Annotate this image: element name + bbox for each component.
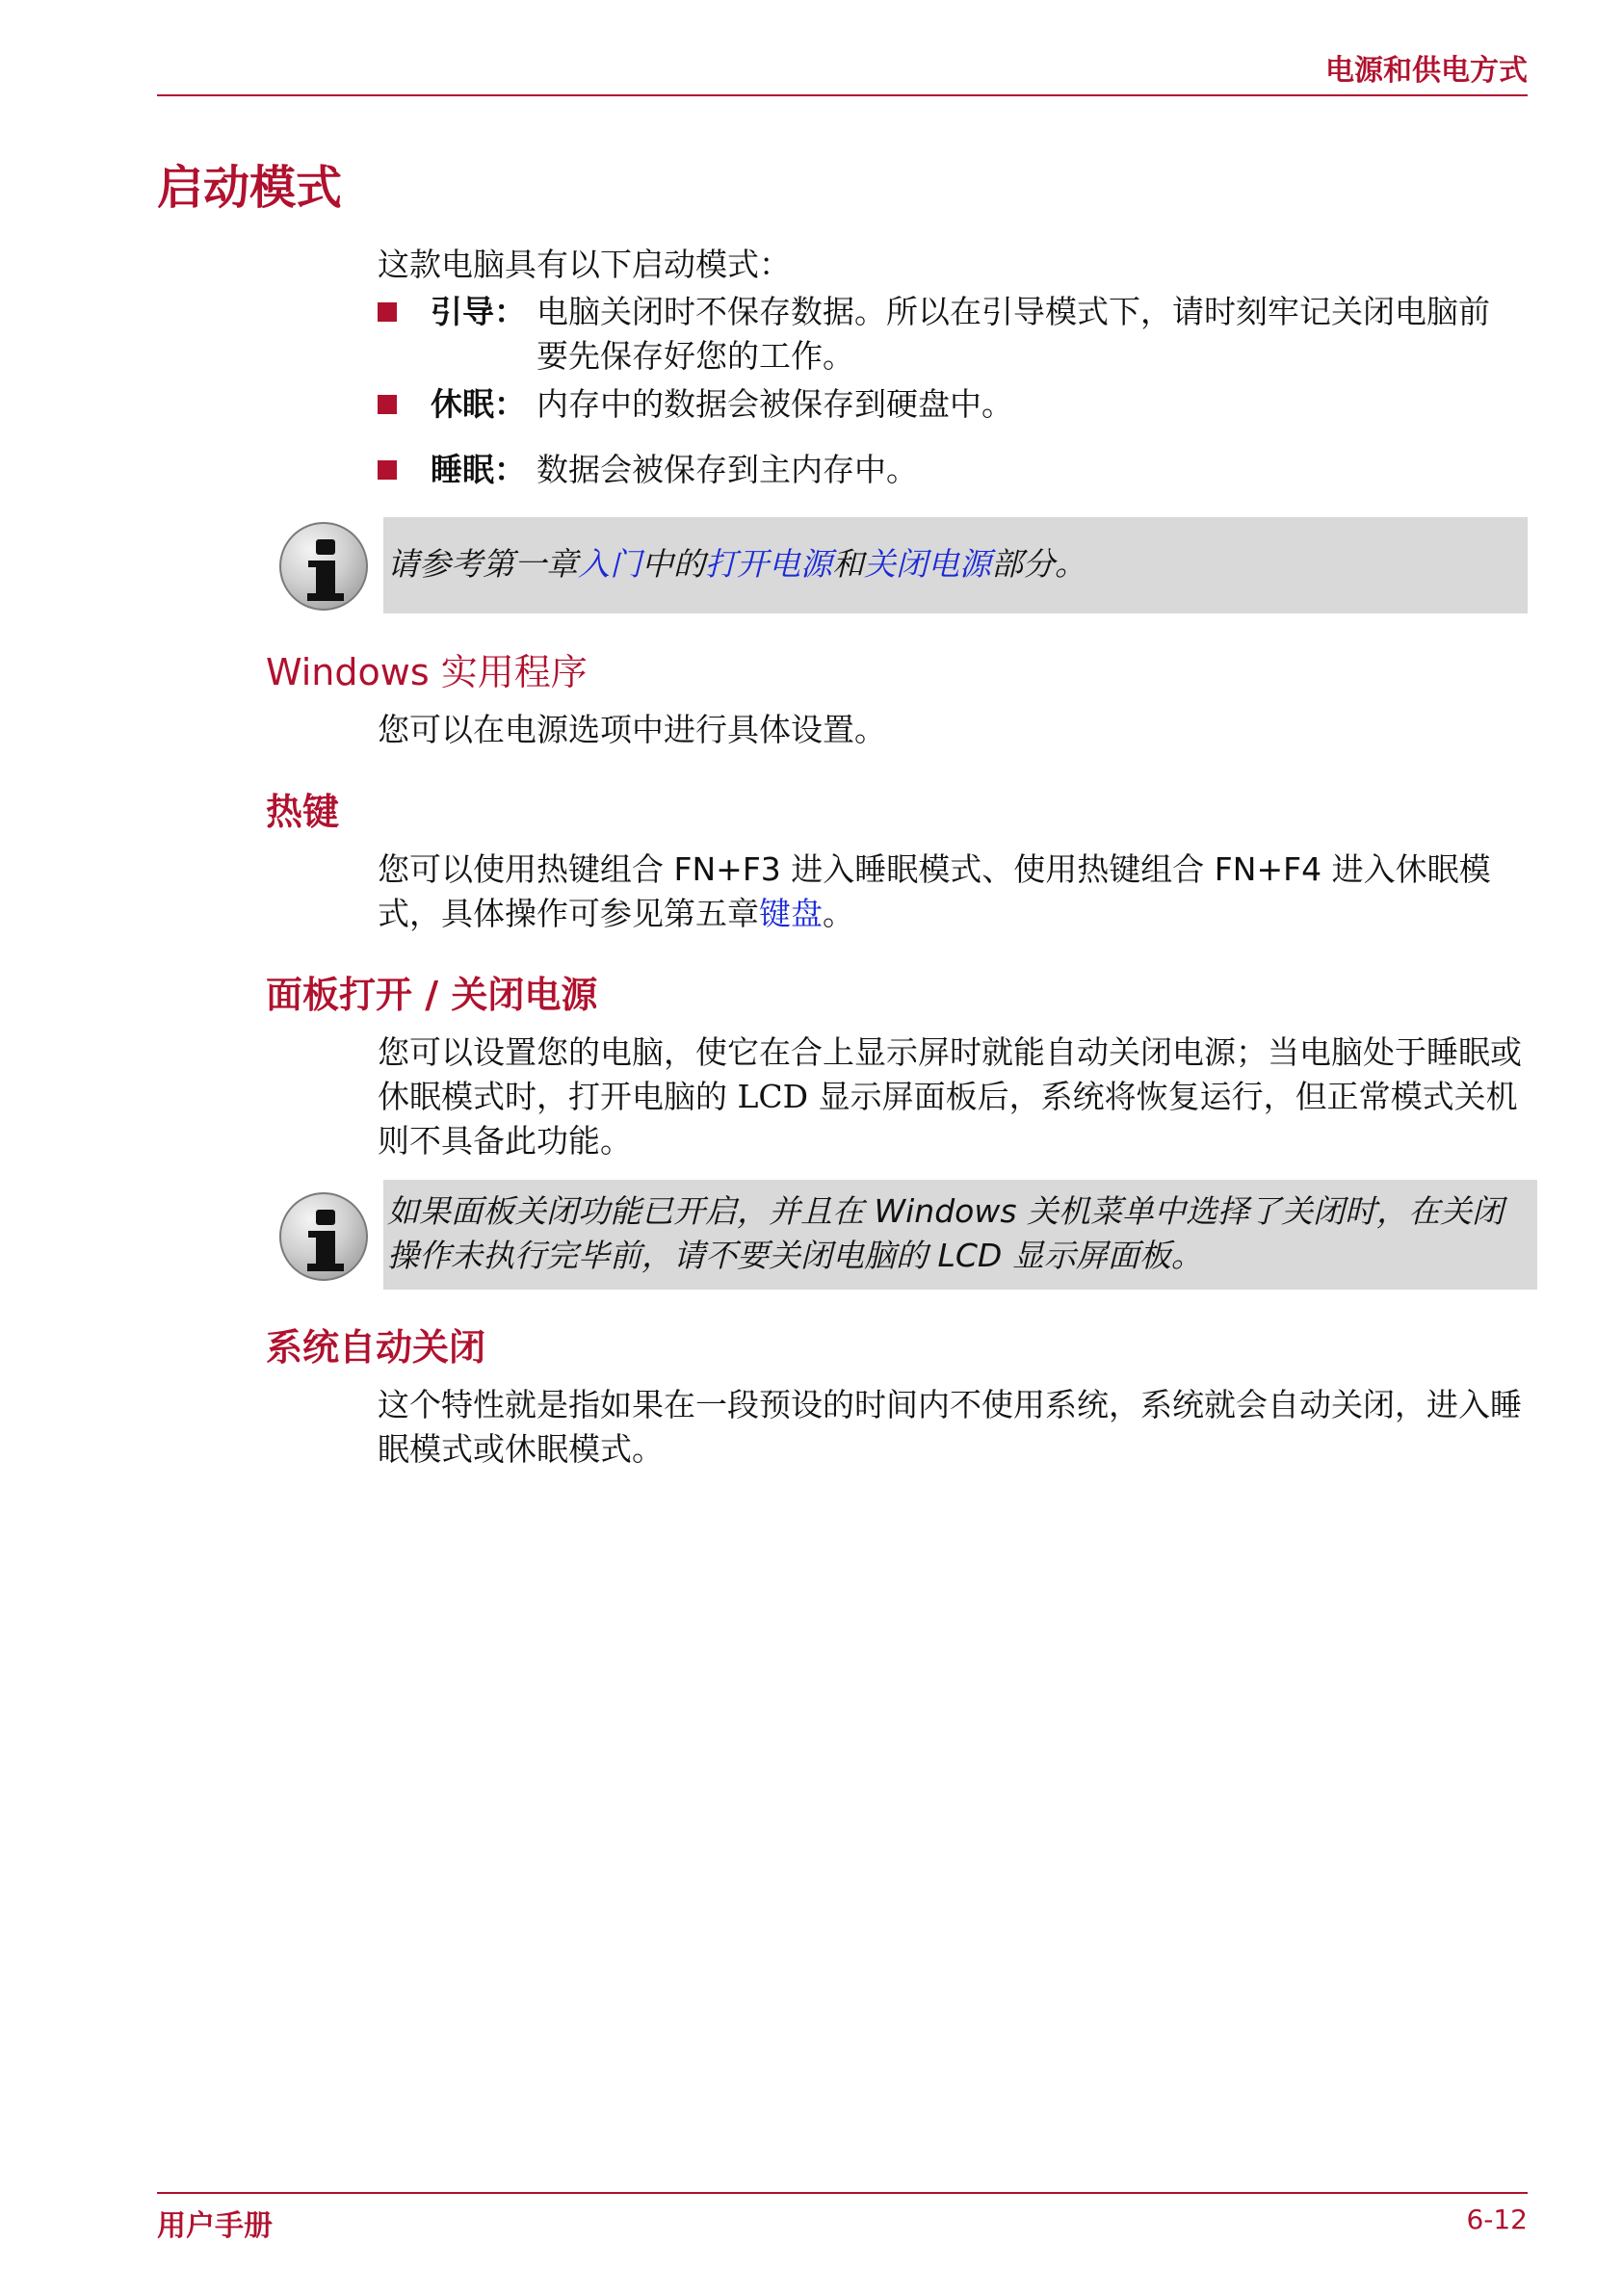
bullet-square-icon — [378, 395, 397, 414]
list-item — [378, 290, 1533, 378]
subsection-title-panel: 面板打开 / 关闭电源 — [266, 974, 598, 1016]
bullet-label: 休眠： — [431, 385, 526, 423]
bullet-label: 引导： — [431, 293, 526, 330]
info-icon — [279, 1192, 368, 1281]
list-item — [378, 382, 1533, 427]
link-getting-started[interactable]: 入门 — [578, 545, 641, 583]
windows-text: 您可以在电源选项中进行具体设置。 — [378, 711, 886, 748]
footer-rule — [157, 2192, 1528, 2194]
bullet-label: 睡眠： — [431, 451, 526, 488]
info-icon — [279, 522, 368, 611]
hotkey-text-part: 。 — [823, 895, 854, 932]
footer-manual-title: 用户手册 — [157, 2209, 273, 2243]
note-text: 和 — [832, 545, 864, 583]
header-rule — [157, 94, 1528, 96]
hotkey-text-part: 进入休眠模式，具体操作可参见第五章 — [378, 850, 1491, 932]
note-box — [383, 517, 1528, 613]
subsection-title-hotkey: 热键 — [266, 791, 340, 833]
running-header-title: 电源和供电方式 — [1325, 54, 1528, 88]
bullet-square-icon — [378, 302, 397, 322]
section-title: 启动模式 — [157, 161, 343, 215]
panel-text: 您可以设置您的电脑，使它在合上显示屏时就能自动关闭电源；当电脑处于睡眠或休眠模式时，打开电脑的 LCD 显示屏面板后，系统将恢复运行，但正常模式关机则不具备此功能。 — [378, 1033, 1522, 1160]
section-intro: 这款电脑具有以下启动模式： — [378, 246, 791, 283]
list-item — [378, 448, 1533, 492]
hotkey-text — [378, 848, 1514, 936]
link-keyboard[interactable]: 键盘 — [759, 895, 823, 932]
hotkey-text-part: 您可以使用热键组合 — [378, 850, 674, 888]
hotkey-combo: FN+F4 — [1214, 850, 1322, 888]
link-power-on[interactable]: 打开电源 — [705, 545, 832, 583]
note-text: 中的 — [641, 545, 705, 583]
page-number: 6-12 — [1466, 2204, 1528, 2235]
subsection-title-windows: Windows 实用程序 — [266, 651, 588, 693]
note-text: 请参考第一章 — [387, 545, 578, 583]
hotkey-text-part: 进入睡眠模式、使用热键组合 — [780, 850, 1215, 888]
bullet-text: 内存中的数据会被保存到硬盘中。 — [536, 385, 1013, 423]
note-box: 如果面板关闭功能已开启，并且在 Windows 关机菜单中选择了关闭时，在关闭操作未执行完毕前，请不要关闭电脑的 LCD 显示屏面板。 — [383, 1180, 1537, 1290]
subsection-title-autooff: 系统自动关闭 — [266, 1326, 486, 1369]
bullet-text: 电脑关闭时不保存数据。所以在引导模式下，请时刻牢记关闭电脑前要先保存好您的工作。 — [536, 293, 1490, 375]
bullet-square-icon — [378, 460, 397, 480]
hotkey-combo: FN+F3 — [673, 850, 781, 888]
link-power-off[interactable]: 关闭电源 — [864, 545, 991, 583]
bullet-text: 数据会被保存到主内存中。 — [536, 451, 918, 488]
note-text: 部分。 — [991, 545, 1086, 583]
autooff-text: 这个特性就是指如果在一段预设的时间内不使用系统，系统就会自动关闭，进入睡眠模式或休眠模式。 — [378, 1386, 1522, 1468]
